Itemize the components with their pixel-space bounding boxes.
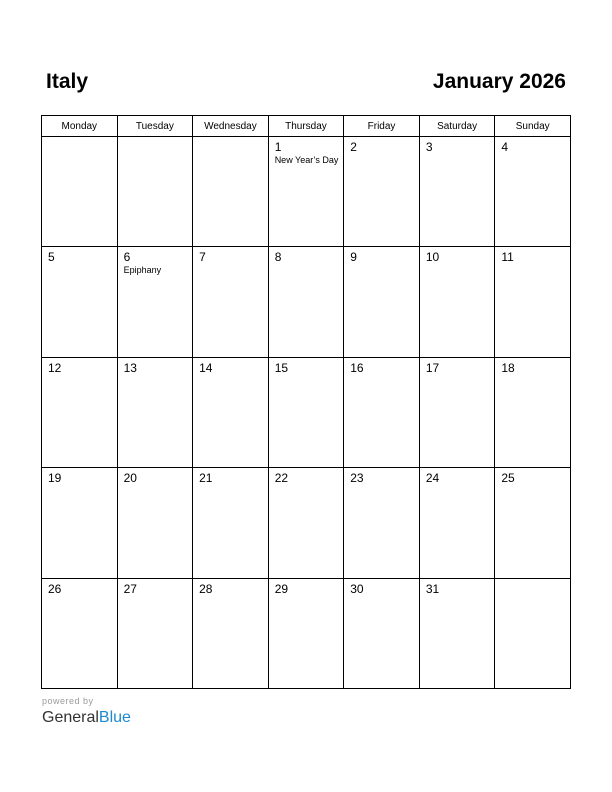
day-number: 31 [425, 581, 440, 596]
day-number: 10 [425, 250, 440, 265]
day-cell [193, 247, 269, 357]
week-row [42, 247, 571, 357]
week-row [42, 578, 571, 688]
day-number: 15 [274, 360, 289, 375]
day-number [495, 579, 570, 582]
day-number [118, 137, 193, 140]
day-cell [42, 137, 118, 247]
day-number: 21 [199, 471, 213, 486]
powered-by-text: powered by [42, 696, 94, 706]
week-row [42, 468, 571, 578]
day-number: 30 [350, 581, 364, 596]
weekday-header-row [42, 116, 571, 137]
day-number [193, 137, 268, 140]
day-cell [193, 578, 269, 688]
weekday-header: Sunday [495, 116, 571, 137]
holiday-label: New Year’s Day [274, 155, 339, 165]
weekday-header: Wednesday [193, 116, 269, 137]
country-title: Italy [46, 70, 89, 93]
weekday-header: Tuesday [117, 116, 193, 137]
day-cell [344, 247, 420, 357]
weekday-header: Friday [344, 116, 420, 137]
day-number: 19 [48, 471, 62, 486]
day-cell [419, 357, 495, 467]
day-cell [495, 578, 571, 688]
day-number: 25 [501, 471, 515, 486]
day-cell [268, 578, 344, 688]
day-number: 3 [425, 140, 433, 154]
calendar-header [41, 70, 571, 100]
brand-logo [42, 708, 131, 728]
day-number: 22 [274, 471, 289, 486]
day-cell [42, 578, 118, 688]
day-cell [193, 357, 269, 467]
day-number: 2 [350, 140, 357, 154]
day-number: 8 [274, 250, 282, 265]
weekday-header: Saturday [419, 116, 495, 137]
day-cell [42, 468, 118, 578]
day-number: 7 [199, 250, 206, 265]
month-title: January 2026 [432, 70, 566, 93]
day-cell [344, 357, 420, 467]
day-number: 27 [123, 581, 137, 596]
day-cell [117, 357, 193, 467]
day-cell [117, 578, 193, 688]
day-cell [419, 578, 495, 688]
day-cell [344, 137, 420, 247]
day-number: 16 [350, 360, 364, 375]
day-number: 17 [425, 360, 440, 375]
day-number: 12 [48, 360, 62, 375]
day-cell [419, 137, 495, 247]
day-cell [117, 247, 193, 357]
day-cell [419, 247, 495, 357]
week-row [42, 357, 571, 467]
day-cell [193, 137, 269, 247]
day-number: 1 [274, 140, 282, 154]
footer [42, 696, 131, 728]
day-cell [268, 468, 344, 578]
day-cell [268, 357, 344, 467]
day-cell [344, 468, 420, 578]
day-number: 9 [350, 250, 357, 265]
day-cell [419, 468, 495, 578]
weekday-header: Thursday [268, 116, 344, 137]
holiday-label: Epiphany [123, 265, 162, 276]
day-number [42, 137, 117, 140]
day-number: 14 [199, 360, 213, 375]
day-number: 18 [501, 360, 515, 375]
day-number: 11 [501, 250, 514, 265]
day-number: 28 [199, 581, 213, 596]
day-cell [344, 578, 420, 688]
week-row [42, 137, 571, 247]
day-number: 13 [123, 360, 137, 375]
weekday-header: Monday [42, 116, 118, 137]
day-number: 20 [123, 471, 137, 486]
day-cell [495, 468, 571, 578]
day-cell [193, 468, 269, 578]
day-cell [268, 247, 344, 357]
day-number: 26 [48, 581, 62, 596]
calendar-grid [41, 115, 571, 689]
brand-name-general: General [42, 709, 99, 726]
day-number: 5 [48, 250, 55, 265]
day-cell [495, 247, 571, 357]
day-cell [268, 137, 344, 247]
day-number: 29 [274, 581, 289, 596]
day-number: 6 [123, 250, 131, 265]
day-cell [42, 247, 118, 357]
day-number: 23 [350, 471, 364, 486]
day-number: 24 [425, 471, 440, 486]
day-cell [495, 137, 571, 247]
day-number: 4 [501, 140, 509, 154]
day-cell [42, 357, 118, 467]
day-cell [117, 468, 193, 578]
day-cell [495, 357, 571, 467]
day-cell [117, 137, 193, 247]
brand-name-blue: Blue [98, 709, 131, 726]
